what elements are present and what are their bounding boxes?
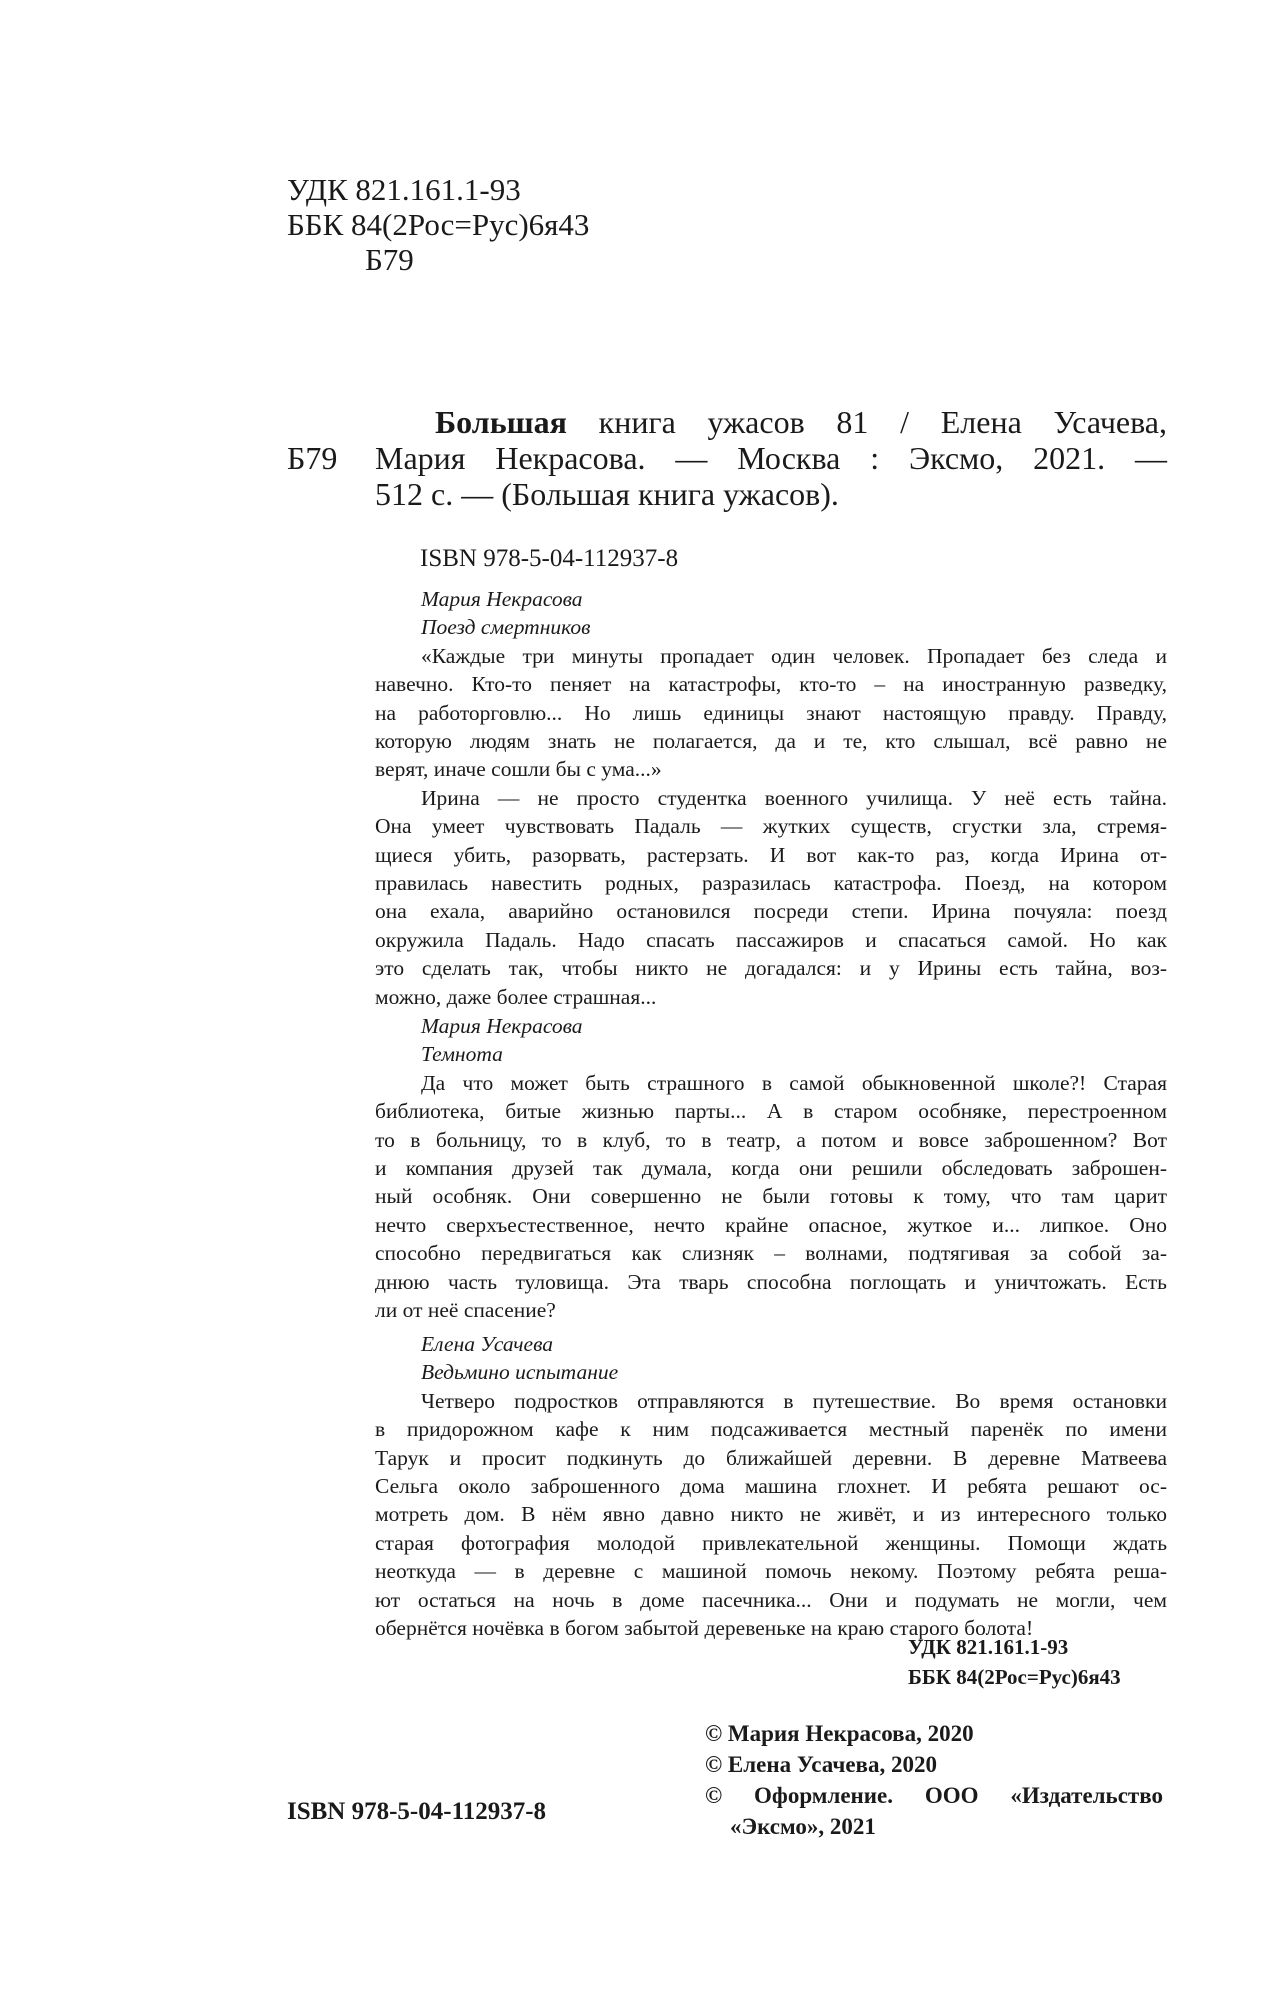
copyright-line: «Эксмо», 2021 bbox=[730, 1814, 876, 1839]
copyright-line: © Елена Усачева, 2020 bbox=[705, 1752, 937, 1777]
catalog-author-mark: Б79 bbox=[287, 440, 338, 476]
annotation-text bbox=[375, 1069, 1167, 1325]
bbk-code: ББК 84(2Рос=Рус)6я43 bbox=[287, 207, 590, 242]
footer-classification bbox=[908, 1632, 1121, 1692]
text-line: Ирина — не просто студентка военного училища. У неё есть тайна. bbox=[421, 785, 1167, 810]
text-line: библиотека, битые жизнью парты... А в старом особняке, перестроенном bbox=[375, 1099, 1167, 1124]
text-line: Да что может быть страшного в самой обыкновенной школе?! Старая bbox=[421, 1070, 1167, 1095]
text-line: ли от неё спасение? bbox=[375, 1298, 556, 1323]
catalog-description bbox=[375, 404, 1167, 512]
text-line: способно передвигаться как слизняк – волнами, подтягивая за собой за- bbox=[375, 1241, 1167, 1266]
text-line: щиеся убить, разорвать, растерзать. И вот как-то раз, когда Ирина от- bbox=[375, 842, 1167, 867]
catalog-line-2: Мария Некрасова. — Москва : Эксмо, 2021. — bbox=[375, 440, 1167, 476]
annotation-text bbox=[375, 1387, 1167, 1643]
annotation-text bbox=[375, 642, 1167, 1011]
text-line: днюю часть туловища. Эта тварь способна поглощать и уничтожать. Есть bbox=[375, 1269, 1167, 1294]
text-line: окружила Падаль. Надо спасать пассажиров и спасаться самой. Но как bbox=[375, 927, 1167, 952]
udk-code: УДК 821.161.1-93 bbox=[287, 172, 521, 207]
annotation-3 bbox=[375, 1330, 1167, 1642]
text-line: верят, иначе сошли бы с ума...» bbox=[375, 757, 662, 782]
text-line: ют остаться на ночь в доме пасечника... Они и подумать не могли, чем bbox=[375, 1587, 1167, 1612]
text-line: Четверо подростков отправляются в путешествие. Во время остановки bbox=[421, 1388, 1167, 1413]
footer-bbk: ББК 84(2Рос=Рус)6я43 bbox=[908, 1665, 1121, 1689]
text-line: то в больницу, то в клуб, то в театр, а потом и вовсе заброшенном? Вот bbox=[375, 1127, 1167, 1152]
text-line: которую людям знать не полагается, да и те, кто слышал, всё равно не bbox=[375, 729, 1167, 754]
copyright-line: © Оформление. ООО «Издательство bbox=[705, 1783, 1163, 1808]
text-line: неоткуда — в деревне с машиной помочь некому. Поэтому ребята реша- bbox=[375, 1559, 1167, 1584]
annotation-author: Елена Усачева bbox=[421, 1332, 554, 1356]
text-line: навечно. Кто-то пеняет на катастрофы, кто-то – на иностранную разведку, bbox=[375, 672, 1167, 697]
text-line: и компания друзей так думала, когда они решили обследовать заброшен- bbox=[375, 1156, 1167, 1181]
annotation-2 bbox=[375, 1012, 1167, 1324]
footer-isbn: ISBN 978-5-04-112937-8 bbox=[287, 1798, 547, 1825]
classification-header bbox=[287, 172, 589, 277]
text-line: в придорожном кафе к ним подсаживается местный паренёк по имени bbox=[375, 1417, 1167, 1442]
annotation-1 bbox=[375, 585, 1167, 1011]
footer-udk: УДК 821.161.1-93 bbox=[908, 1635, 1069, 1659]
text-line: старая фотография молодой привлекательной женщины. Помощи ждать bbox=[375, 1530, 1167, 1555]
text-line: обернётся ночёвка в богом забытой деревеньке на краю старого болота! bbox=[375, 1616, 1034, 1641]
annotation-title: Темнота bbox=[421, 1042, 503, 1067]
text-line: Она умеет чувствовать Падаль — жутких существ, сгустки зла, стремя- bbox=[375, 814, 1167, 839]
text-line: это сделать так, чтобы никто не догадался: и у Ирины есть тайна, воз- bbox=[375, 956, 1167, 981]
author-mark: Б79 bbox=[365, 242, 414, 277]
text-line: ный особняк. Они совершенно не были готовы к тому, что там царит bbox=[375, 1184, 1167, 1209]
annotation-title: Ведьмино испытание bbox=[421, 1360, 619, 1385]
copyright-block bbox=[705, 1718, 1163, 1842]
text-line: на работорговлю... Но лишь единицы знают настоящую правду. Правду, bbox=[375, 700, 1167, 725]
annotation-title: Поезд смертников bbox=[421, 615, 591, 640]
text-line: «Каждые три минуты пропадает один человек. Пропадает без следа и bbox=[421, 643, 1167, 668]
text-line: Тарук и просит подкинуть до ближайшей деревни. В деревне Матвеева bbox=[375, 1445, 1167, 1470]
annotation-author: Мария Некрасова bbox=[421, 1014, 583, 1038]
catalog-title-bold: Большая bbox=[435, 404, 567, 440]
catalog-line-3: 512 с. — (Большая книга ужасов). bbox=[375, 476, 839, 512]
catalog-line-1-rest: книга ужасов 81 / Елена Усачева, bbox=[598, 404, 1168, 440]
copyright-line: © Мария Некрасова, 2020 bbox=[705, 1721, 974, 1746]
text-line: правилась навестить родных, разразилась катастрофа. Поезд, на котором bbox=[375, 871, 1167, 896]
catalog-line-1 bbox=[375, 404, 1167, 440]
text-line: мотреть дом. В нём явно давно никто не живёт, и из интересного только bbox=[375, 1502, 1167, 1527]
text-line: можно, даже более страшная... bbox=[375, 984, 657, 1009]
text-line: Сельга около заброшенного дома машина глохнет. И ребята решают ос- bbox=[375, 1474, 1167, 1499]
catalog-isbn: ISBN 978-5-04-112937-8 bbox=[420, 545, 679, 572]
text-line: она ехала, аварийно остановился посреди степи. Ирина почуяла: поезд bbox=[375, 899, 1167, 924]
annotation-author: Мария Некрасова bbox=[421, 587, 583, 611]
text-line: нечто сверхъестественное, нечто крайне опасное, жуткое и... липкое. Оно bbox=[375, 1212, 1167, 1237]
